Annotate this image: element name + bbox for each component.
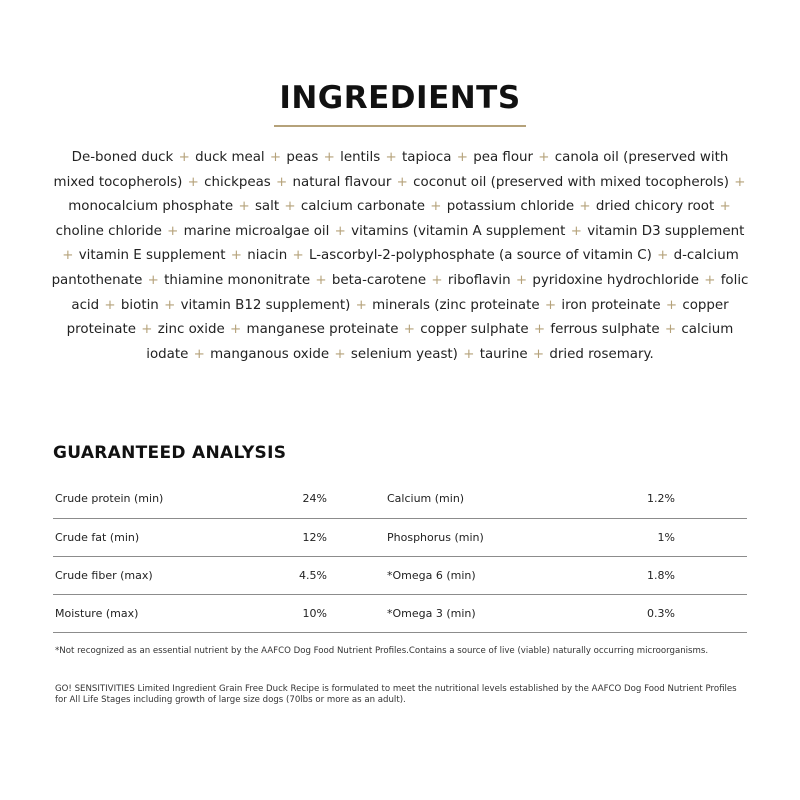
separator-plus: + [533,322,546,338]
separator-plus: + [238,199,250,215]
ingredient-item: choline chloride [55,223,162,239]
guaranteed-analysis-table [53,480,747,633]
analysis-value: 1.8% [587,556,747,594]
separator-plus: + [403,322,415,338]
ingredient-item: folic acid [71,272,749,313]
analysis-row [53,594,747,632]
separator-plus: + [334,223,346,239]
ingredient-item: potassium chloride [446,199,575,215]
analysis-label: *Omega 3 (min) [387,594,587,632]
ingredient-item: duck meal [195,150,265,165]
analysis-value: 10% [271,594,327,632]
separator-plus: + [147,272,159,288]
analysis-label: Crude fat (min) [53,518,271,556]
separator-plus: + [284,199,296,215]
separator-plus: + [269,150,282,165]
separator-plus: + [664,322,677,338]
ingredient-item: vitamin D3 supplement [587,223,745,239]
separator-plus: + [62,248,74,264]
ingredient-item: selenium yeast) [350,346,458,362]
separator-plus: + [355,297,367,313]
ingredient-item: manganese proteinate [246,322,399,338]
ingredient-item: vitamin B12 supplement) [180,297,351,313]
row-gap [327,518,387,556]
separator-plus: + [187,174,199,190]
row-gap [327,556,387,594]
ingredient-item: vitamin E supplement [78,248,226,264]
analysis-label: Calcium (min) [387,480,587,518]
title-divider [274,125,526,127]
analysis-value: 4.5% [271,556,327,594]
separator-plus: + [456,150,468,165]
ingredient-item: L-ascorbyl-2-polyphosphate (a source of vitamin C) [308,248,652,264]
analysis-value: 12% [271,518,327,556]
analysis-label: Phosphorus (min) [387,518,587,556]
ingredient-item: copper sulphate [420,322,529,338]
separator-plus: + [463,346,475,362]
separator-plus: + [292,248,304,264]
ingredient-item: pea flour [473,150,534,165]
ingredient-item: copper proteinate [66,297,729,338]
separator-plus: + [167,223,179,239]
separator-plus: + [431,272,443,288]
ingredient-item: dried chicory root [595,199,715,215]
separator-plus: + [515,272,528,288]
separator-plus: + [734,174,746,190]
separator-plus: + [538,150,550,165]
guaranteed-analysis-title: GUARANTEED ANALYSIS [53,443,287,463]
ingredient-item: pyridoxine hydrochloride [532,272,699,288]
separator-plus: + [104,297,116,313]
ingredient-item: De-boned duck [71,150,174,165]
row-gap [327,594,387,632]
row-gap [327,480,387,518]
separator-plus: + [579,199,591,215]
nutrient-footnote: *Not recognized as an essential nutrient by the AAFCO Dog Food Nutrient Profiles.Contains a source of live (viable) naturally occurring microorganisms. [55,646,709,656]
separator-plus: + [315,272,327,288]
separator-plus: + [141,322,153,338]
analysis-value: 0.3% [587,594,747,632]
ingredient-item: biotin [120,297,159,313]
ingredient-item: manganous oxide [210,346,330,362]
separator-plus: + [230,248,242,264]
ingredient-item: ferrous sulphate [550,322,660,338]
ingredient-item: taurine [479,346,528,362]
analysis-row [53,556,747,594]
separator-plus: + [570,223,582,239]
ingredient-item: chickpeas [204,174,271,190]
separator-plus: + [719,199,731,215]
separator-plus: + [544,297,557,313]
ingredient-item: salt [254,199,280,215]
ingredient-item: peas [286,150,319,165]
analysis-label: Crude protein (min) [53,480,271,518]
ingredient-item: natural flavour [292,174,392,190]
ingredients-list [50,146,750,367]
separator-plus: + [385,150,397,165]
analysis-row [53,518,747,556]
analysis-label: *Omega 6 (min) [387,556,587,594]
separator-plus: + [178,150,190,165]
ingredient-item: calcium carbonate [300,199,425,215]
separator-plus: + [230,322,242,338]
ingredient-item: riboflavin [447,272,511,288]
ingredient-item: beta-carotene [331,272,427,288]
separator-plus: + [193,346,205,362]
ingredient-item: tapioca [402,150,452,165]
analysis-row [53,480,747,518]
analysis-label: Moisture (max) [53,594,271,632]
separator-plus: + [334,346,346,362]
ingredient-item: lentils [340,150,381,165]
separator-plus: + [323,150,335,165]
ingredient-item: d-calcium pantothenate [51,248,739,288]
separator-plus: + [657,248,669,264]
ingredient-item: niacin [247,248,288,264]
ingredient-item: minerals (zinc proteinate [372,297,540,313]
separator-plus: + [532,346,545,362]
aafco-statement: GO! SENSITIVITIES Limited Ingredient Grain Free Duck Recipe is formulated to meet the nutritional levels established by the AAFCO Dog Food Nutrient Profiles for All Life Stages including growth of large size dogs (70lbs or more as an adult). [55,684,737,705]
ingredient-item: iron proteinate [561,297,661,313]
ingredient-item: marine microalgae oil [183,223,330,239]
analysis-value: 1% [587,518,747,556]
analysis-value: 1.2% [587,480,747,518]
ingredient-item: thiamine mononitrate [164,272,311,288]
ingredient-item: dried rosemary. [549,346,654,362]
separator-plus: + [430,199,442,215]
separator-plus: + [396,174,408,190]
ingredients-title: INGREDIENTS [279,80,521,116]
ingredient-item: canola oil (preserved with mixed tocopherols) [53,150,729,190]
ingredient-item: vitamins (vitamin A supplement [351,223,566,239]
separator-plus: + [276,174,288,190]
separator-plus: + [665,297,678,313]
ingredient-item: calcium iodate [146,322,734,362]
separator-plus: + [164,297,176,313]
analysis-label: Crude fiber (max) [53,556,271,594]
separator-plus: + [704,272,716,288]
analysis-value: 24% [271,480,327,518]
ingredient-item: monocalcium phosphate [68,199,234,215]
ingredient-item: coconut oil (preserved with mixed tocopherols) [413,174,729,190]
ingredient-item: zinc oxide [157,322,225,338]
